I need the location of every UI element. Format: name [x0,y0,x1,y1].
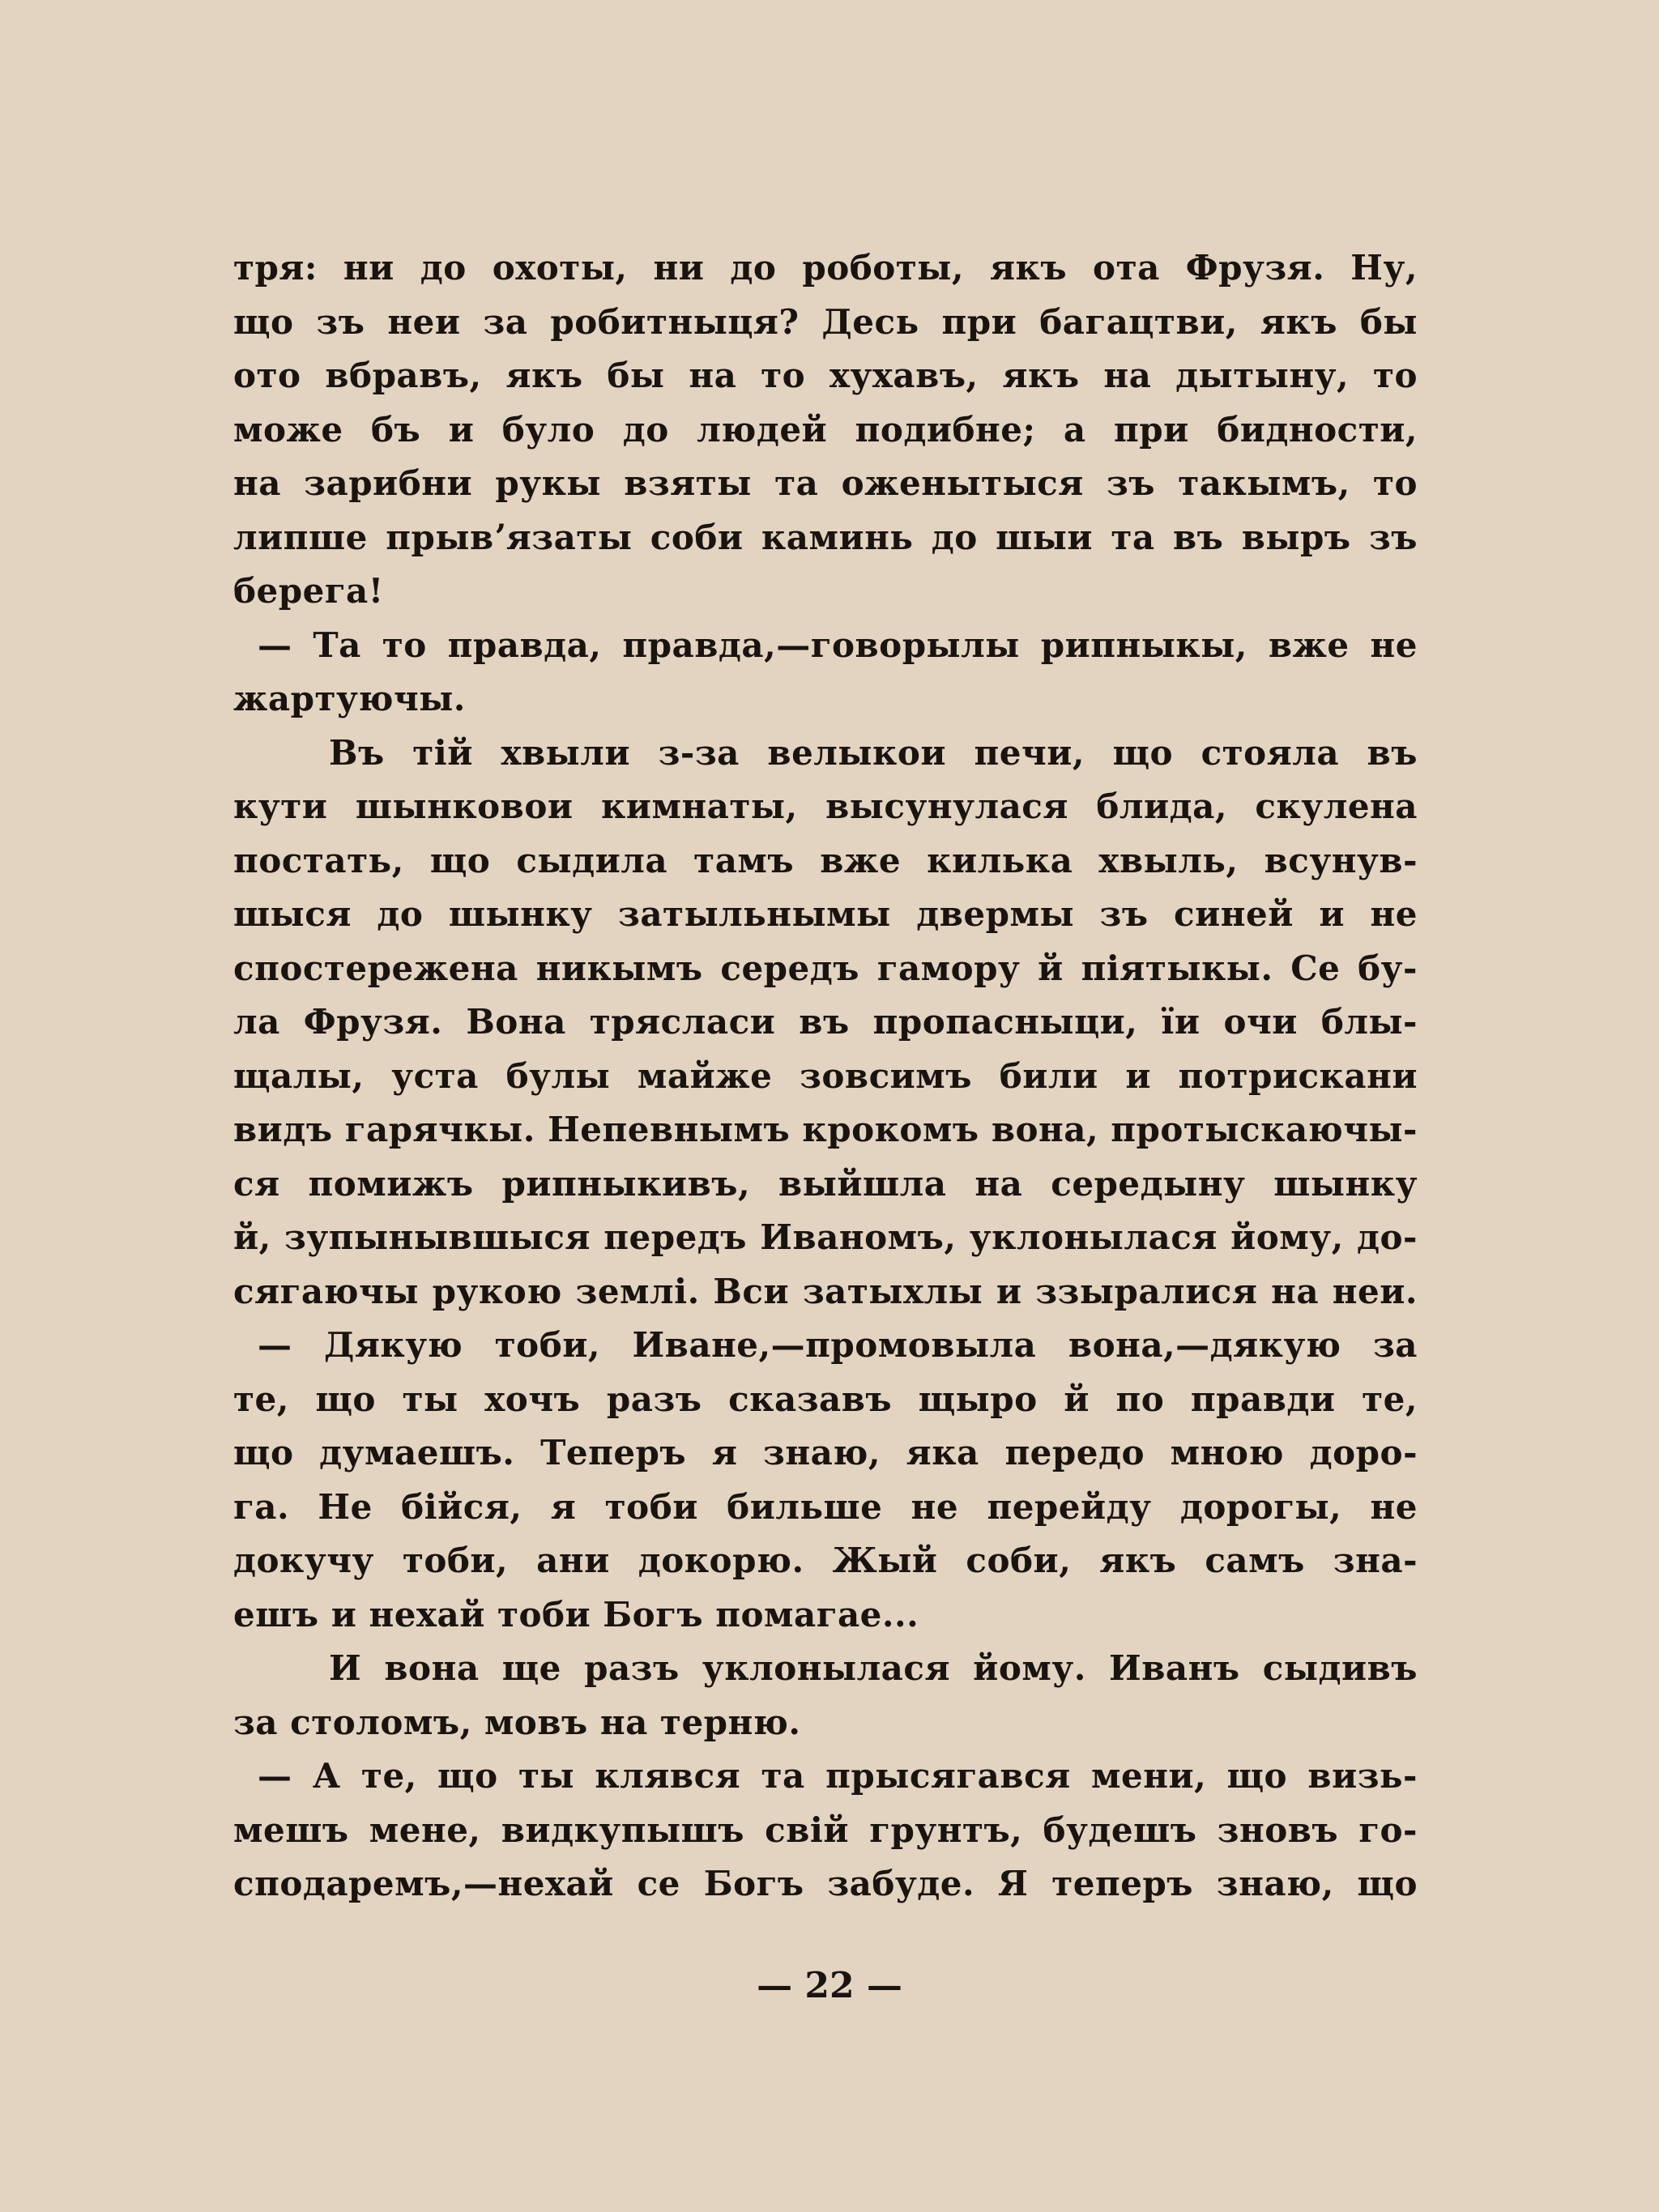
text-line: га. Не бійся, я тоби бильше не перейду дорогы, не [233,1486,1418,1527]
text-line: шыся до шынку затыльнымы двермы зъ синей и не [233,894,1418,934]
text-line: Въ тій хвыли з-за велыкои печи, що стояла въ [329,732,1418,773]
body-text [233,241,1418,1912]
text-line: й, зупынывшыся передъ Иваномъ, уклонылася йому, до- [233,1217,1418,1257]
text-line: — А те, що ты клявся та прысягався мени, що визь- [258,1756,1418,1796]
text-line: що зъ неи за робитныця? Десь при багацтви, якъ бы [233,301,1418,342]
text-line: — Та то правда, правда,—говорылы рипныкы, вже не [258,624,1418,665]
text-line: видъ гарячкы. Непевнымъ крокомъ вона, протыскаючы- [233,1110,1418,1149]
text-line: берега! [233,571,384,611]
text-line: жартуючы. [233,679,466,718]
text-line: липше прывʼязаты соби каминь до шыи та въ выръ зъ [233,517,1418,557]
text-line: на зарибни рукы взяты та оженытыся зъ такымъ, то [233,463,1418,503]
text-line: може бъ и було до людей подибне; а при бидности, [233,409,1418,450]
text-line: спостережена никымъ середъ гамору й пiятыкы. Се бу- [233,948,1418,988]
text-line: ото вбравъ, якъ бы на то хухавъ, якъ на дытыну, то [233,356,1418,395]
text-line: сягаючы рукою землі. Вси затыхлы и ззыралися на неи. [233,1271,1418,1311]
text-line: — Дякую тоби, Иване,—промовыла вона,—дякую за [258,1325,1418,1365]
text-line: тря: ни до охоты, ни до роботы, якъ ота Фрузя. Ну, [233,248,1418,288]
text-line: мешъ мене, видкупышъ свій грунтъ, будешъ зновъ го- [233,1809,1418,1850]
text-line: И вона ще разъ уклонылася йому. Иванъ сыдивъ [329,1648,1418,1688]
text-line: щалы, уста булы майже зовсимъ били и потрискани [233,1055,1418,1096]
text-line: кути шынковои кимнаты, высунулася блида, скулена [233,786,1418,826]
text-line: ла Фрузя. Вона трясласи въ пропасныци, ïи очи блы- [233,1002,1418,1042]
text-line: що думаешъ. Теперъ я знаю, яка передо мною доро- [233,1433,1418,1473]
text-line: ешъ и нехай тоби Богъ помагае... [233,1594,919,1634]
page-number: — 22 — [757,1965,902,2006]
text-line: ся помижъ рипныкивъ, выйшла на середыну шынку [233,1163,1418,1204]
text-line: сподаремъ,—нехай се Богъ забуде. Я теперъ знаю, що [233,1864,1418,1903]
text-line: постать, що сыдила тамъ вже килька хвыль, всунув- [233,840,1418,880]
text-line: за столомъ, мовъ на терню. [233,1702,801,1742]
text-line: докучу тоби, ани докорю. Жый соби, якъ самъ зна- [233,1541,1418,1580]
text-line: те, що ты хочъ разъ сказавъ щыро й по правди те, [233,1379,1418,1419]
